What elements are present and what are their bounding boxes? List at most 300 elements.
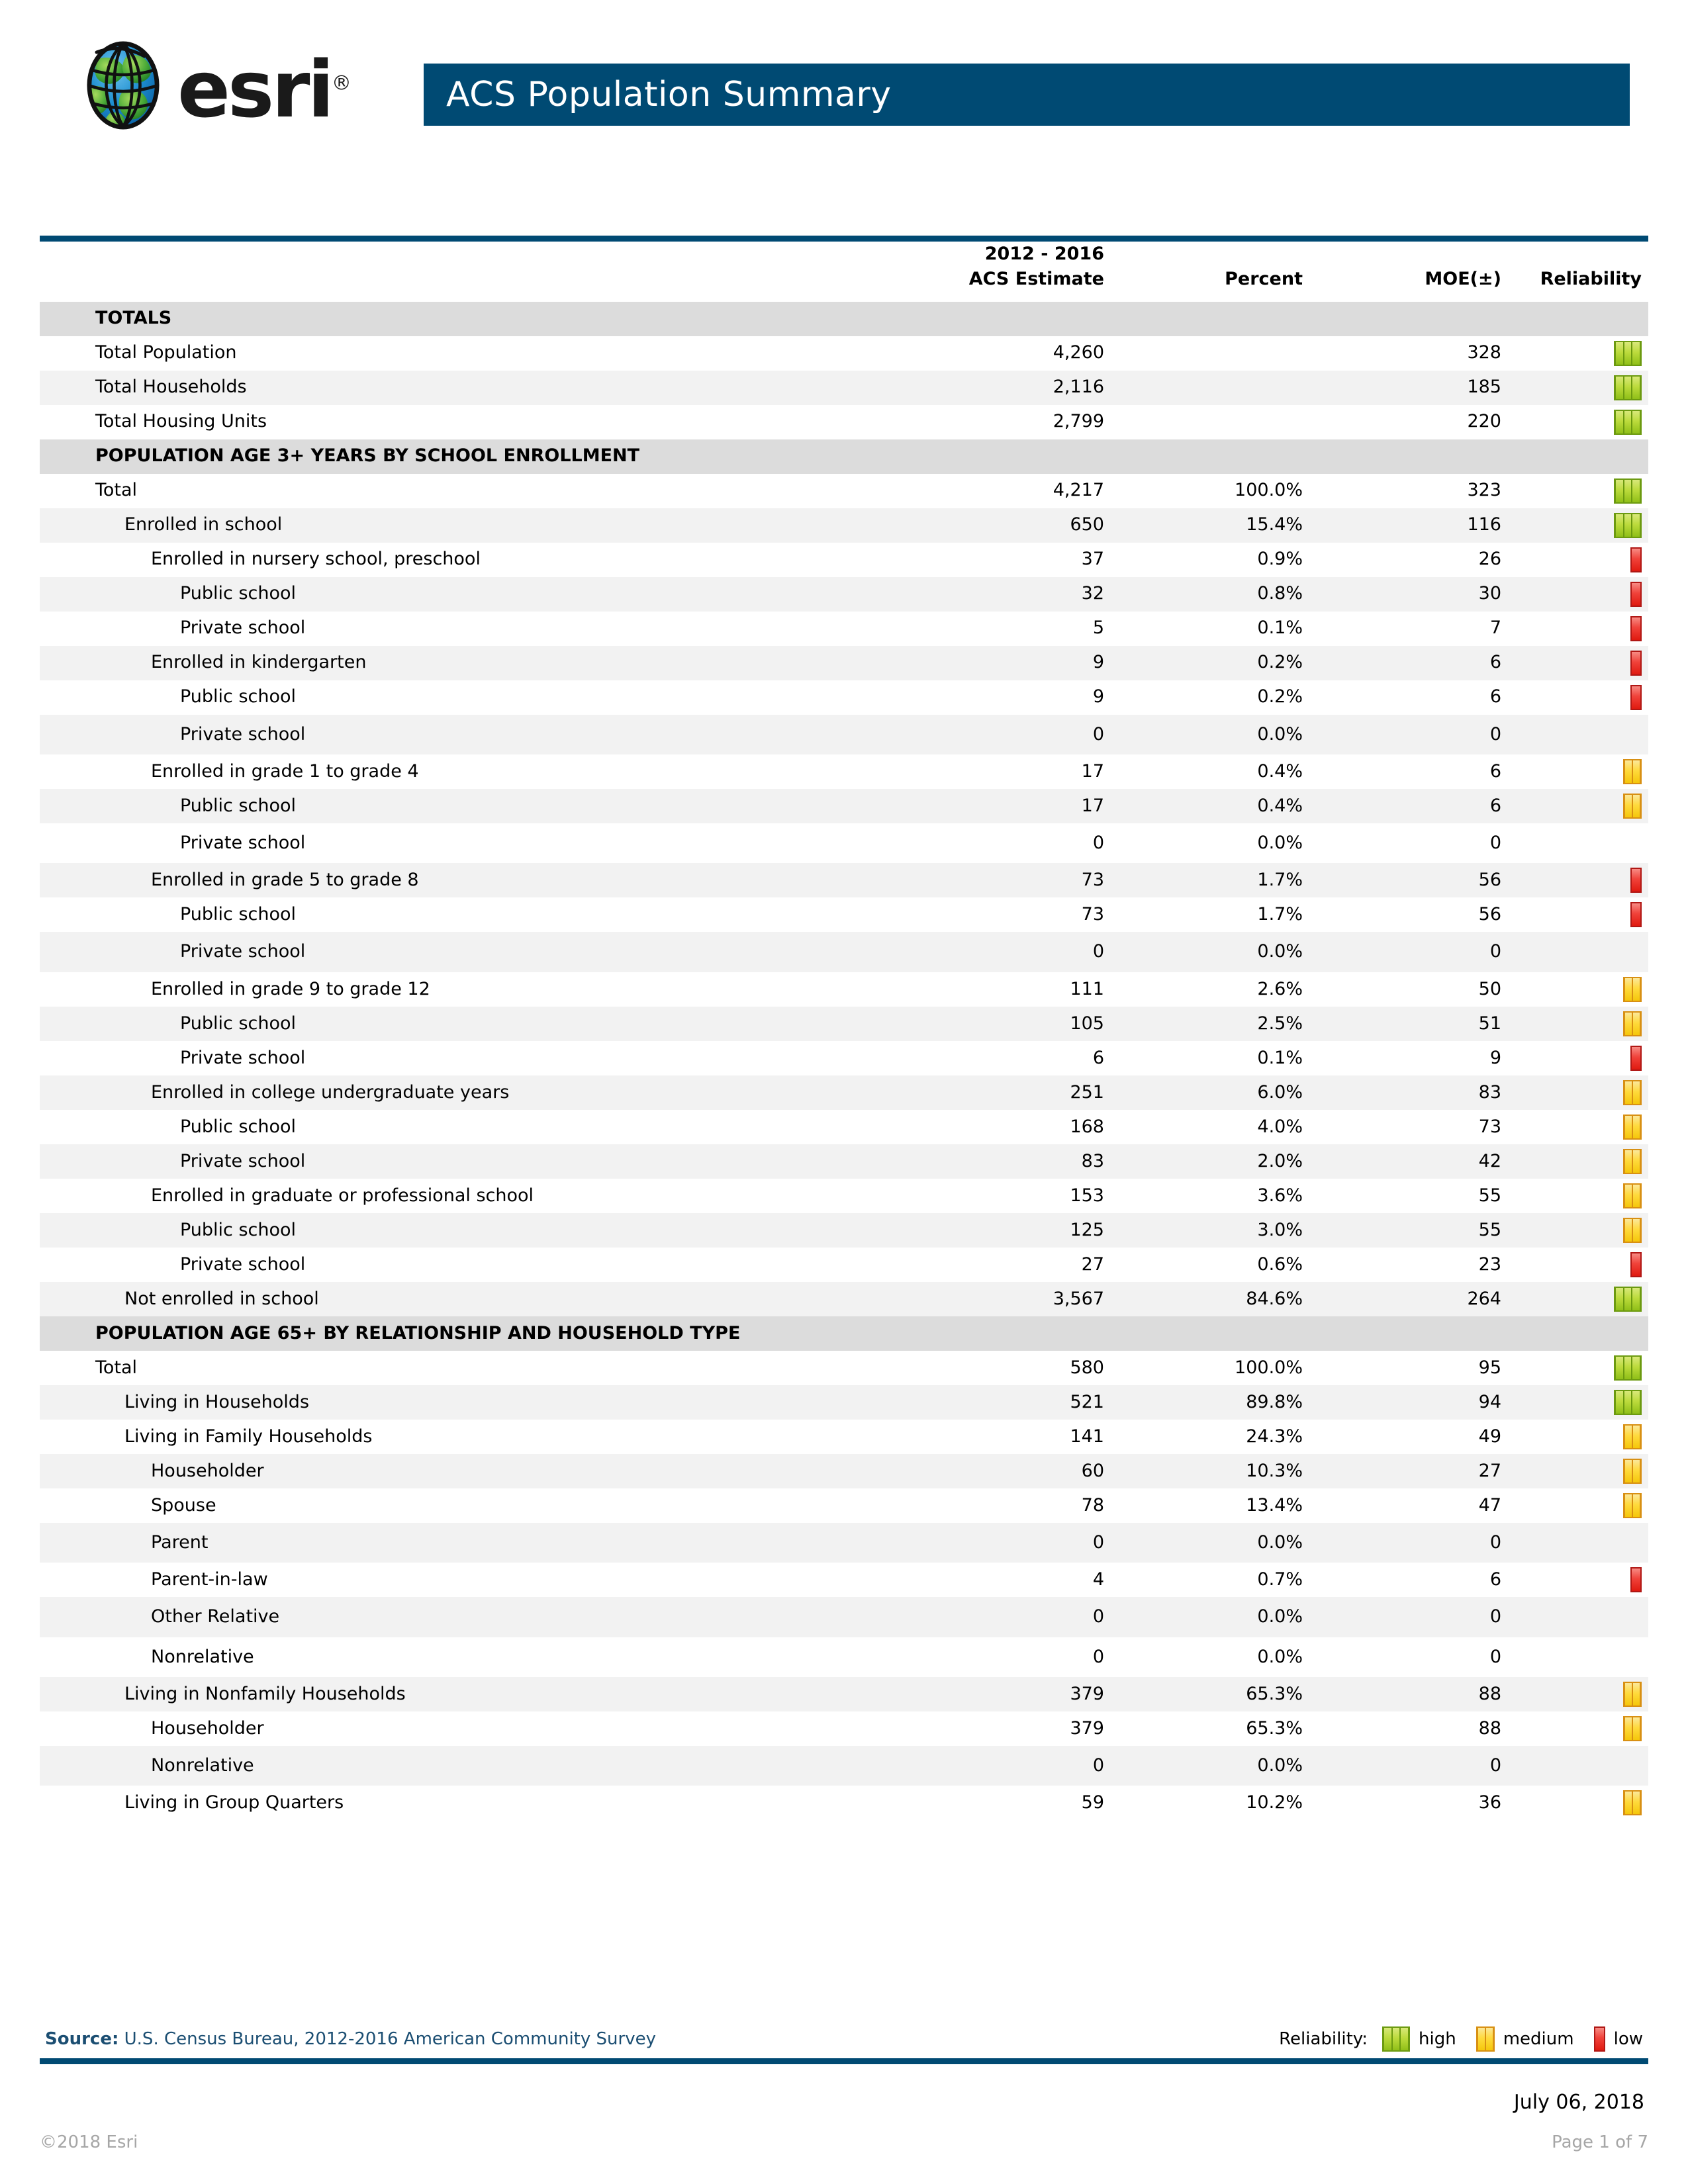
table-row [40, 646, 1648, 680]
row-reliability [1516, 371, 1648, 405]
row-estimate: 73 [920, 897, 1119, 932]
row-estimate: 580 [920, 1351, 1119, 1385]
table-row [40, 508, 1648, 543]
row-moe: 0 [1317, 1523, 1516, 1563]
row-estimate: 3,567 [920, 1282, 1119, 1316]
table-row [40, 1597, 1648, 1637]
row-reliability [1516, 474, 1648, 508]
table-row [40, 754, 1648, 789]
row-reliability [1516, 336, 1648, 371]
row-percent: 4.0% [1119, 1110, 1317, 1144]
table-row [40, 371, 1648, 405]
row-reliability [1516, 1007, 1648, 1041]
row-reliability [1516, 1144, 1648, 1179]
reliability-none-icon [1630, 1751, 1642, 1776]
table-row [40, 1351, 1648, 1385]
row-reliability [1516, 1746, 1648, 1786]
row-moe: 42 [1317, 1144, 1516, 1179]
row-estimate: 2,799 [920, 405, 1119, 439]
row-label: Nonrelative [40, 1637, 920, 1677]
row-label: Nonrelative [40, 1746, 920, 1786]
row-reliability [1516, 1179, 1648, 1213]
reliability-high-icon [1614, 341, 1642, 366]
table-section-header [40, 302, 1648, 336]
legend-label-high: high [1419, 2029, 1456, 2049]
reliability-high-icon [1614, 478, 1642, 504]
page-footer [40, 2026, 1648, 2114]
row-reliability [1516, 1523, 1648, 1563]
column-header-label [40, 242, 920, 302]
table-row [40, 1248, 1648, 1282]
row-reliability [1516, 1110, 1648, 1144]
reliability-high-icon [1382, 2026, 1410, 2052]
row-percent: 0.0% [1119, 715, 1317, 754]
row-label: Parent [40, 1523, 920, 1563]
table-row [40, 1110, 1648, 1144]
table-row [40, 863, 1648, 897]
row-reliability [1516, 1454, 1648, 1488]
row-label: Public school [40, 1213, 920, 1248]
reliability-low-icon [1594, 2026, 1605, 2052]
row-moe: 0 [1317, 932, 1516, 972]
row-moe: 95 [1317, 1351, 1516, 1385]
footer-rule [40, 2058, 1648, 2064]
column-header-percent: Percent [1225, 269, 1303, 290]
row-estimate: 125 [920, 1213, 1119, 1248]
table-row [40, 1007, 1648, 1041]
row-label: Living in Nonfamily Households [40, 1677, 920, 1711]
row-moe: 55 [1317, 1179, 1516, 1213]
row-moe: 88 [1317, 1677, 1516, 1711]
row-label: Enrolled in nursery school, preschool [40, 543, 920, 577]
table-row [40, 1454, 1648, 1488]
legend-item-high [1382, 2026, 1456, 2052]
row-percent: 2.5% [1119, 1007, 1317, 1041]
reliability-medium-icon [1623, 1218, 1642, 1243]
row-label: Parent-in-law [40, 1563, 920, 1597]
row-reliability [1516, 932, 1648, 972]
row-moe: 94 [1317, 1385, 1516, 1420]
reliability-low-icon [1630, 582, 1642, 607]
table-row [40, 405, 1648, 439]
reliability-medium-icon [1623, 1682, 1642, 1707]
row-estimate: 0 [920, 932, 1119, 972]
row-label: Living in Households [40, 1385, 920, 1420]
row-percent: 13.4% [1119, 1488, 1317, 1523]
row-label: Private school [40, 715, 920, 754]
row-label: Spouse [40, 1488, 920, 1523]
row-moe: 26 [1317, 543, 1516, 577]
row-reliability [1516, 1420, 1648, 1454]
table-row [40, 1523, 1648, 1563]
row-percent: 0.2% [1119, 646, 1317, 680]
row-estimate: 6 [920, 1041, 1119, 1075]
row-percent: 0.7% [1119, 1563, 1317, 1597]
row-reliability [1516, 680, 1648, 715]
column-header-estimate-text: ACS Estimate [968, 269, 1104, 290]
row-label: Total [40, 474, 920, 508]
row-percent: 3.6% [1119, 1179, 1317, 1213]
row-estimate: 0 [920, 1746, 1119, 1786]
row-moe: 116 [1317, 508, 1516, 543]
row-moe: 49 [1317, 1420, 1516, 1454]
row-moe: 0 [1317, 1637, 1516, 1677]
row-estimate: 111 [920, 972, 1119, 1007]
row-percent [1119, 371, 1317, 405]
table-row [40, 543, 1648, 577]
row-estimate: 0 [920, 1523, 1119, 1563]
reliability-legend-label: Reliability: [1279, 2029, 1368, 2049]
row-percent: 0.0% [1119, 1597, 1317, 1637]
reliability-low-icon [1630, 1046, 1642, 1071]
row-moe: 27 [1317, 1454, 1516, 1488]
row-label: Total [40, 1351, 920, 1385]
row-percent: 0.6% [1119, 1248, 1317, 1282]
row-percent: 0.9% [1119, 543, 1317, 577]
reliability-legend [1279, 2026, 1643, 2052]
row-moe: 56 [1317, 863, 1516, 897]
table-row [40, 1637, 1648, 1677]
registered-trademark-icon: ® [331, 71, 352, 95]
column-header-reliability: Reliability [1540, 269, 1642, 290]
row-moe: 0 [1317, 1746, 1516, 1786]
row-moe: 0 [1317, 823, 1516, 863]
reliability-high-icon [1614, 410, 1642, 435]
row-reliability [1516, 1711, 1648, 1746]
reliability-low-icon [1630, 547, 1642, 572]
row-estimate: 0 [920, 1597, 1119, 1637]
table-row [40, 680, 1648, 715]
report-table-container [40, 236, 1648, 1820]
section-title: TOTALS [40, 302, 1648, 336]
acs-population-table [40, 242, 1648, 1820]
row-estimate: 168 [920, 1110, 1119, 1144]
row-label: Enrolled in school [40, 508, 920, 543]
table-row [40, 715, 1648, 754]
table-row [40, 474, 1648, 508]
reliability-medium-icon [1623, 1716, 1642, 1741]
row-reliability [1516, 508, 1648, 543]
row-reliability [1516, 1248, 1648, 1282]
row-percent: 0.4% [1119, 754, 1317, 789]
row-label: Total Housing Units [40, 405, 920, 439]
row-estimate: 73 [920, 863, 1119, 897]
row-label: Not enrolled in school [40, 1282, 920, 1316]
row-percent: 10.3% [1119, 1454, 1317, 1488]
row-percent: 0.0% [1119, 1523, 1317, 1563]
row-percent: 1.7% [1119, 863, 1317, 897]
reliability-medium-icon [1623, 977, 1642, 1002]
row-percent: 100.0% [1119, 1351, 1317, 1385]
row-reliability [1516, 715, 1648, 754]
table-row [40, 972, 1648, 1007]
row-label: Public school [40, 1110, 920, 1144]
reliability-low-icon [1630, 651, 1642, 676]
row-label: Enrolled in college undergraduate years [40, 1075, 920, 1110]
row-moe: 51 [1317, 1007, 1516, 1041]
row-moe: 47 [1317, 1488, 1516, 1523]
reliability-medium-icon [1623, 1115, 1642, 1140]
table-row [40, 1786, 1648, 1820]
table-row [40, 1213, 1648, 1248]
row-percent: 100.0% [1119, 474, 1317, 508]
row-reliability [1516, 577, 1648, 612]
row-estimate: 9 [920, 680, 1119, 715]
row-percent: 0.8% [1119, 577, 1317, 612]
table-row [40, 823, 1648, 863]
row-percent: 0.4% [1119, 789, 1317, 823]
row-estimate: 27 [920, 1248, 1119, 1282]
row-percent [1119, 336, 1317, 371]
row-moe: 0 [1317, 715, 1516, 754]
reliability-none-icon [1630, 828, 1642, 853]
row-label: Enrolled in graduate or professional school [40, 1179, 920, 1213]
row-moe: 50 [1317, 972, 1516, 1007]
row-reliability [1516, 646, 1648, 680]
table-row [40, 336, 1648, 371]
row-label: Private school [40, 612, 920, 646]
legend-item-low [1594, 2026, 1643, 2052]
reliability-high-icon [1614, 513, 1642, 538]
row-label: Total Population [40, 336, 920, 371]
row-moe: 328 [1317, 336, 1516, 371]
row-moe: 0 [1317, 1597, 1516, 1637]
row-percent: 0.0% [1119, 1746, 1317, 1786]
row-reliability [1516, 543, 1648, 577]
table-row [40, 1385, 1648, 1420]
esri-logo [81, 34, 399, 134]
table-row [40, 1075, 1648, 1110]
row-moe: 7 [1317, 612, 1516, 646]
row-moe: 9 [1317, 1041, 1516, 1075]
row-estimate: 379 [920, 1711, 1119, 1746]
page-title: ACS Population Summary [446, 75, 892, 114]
row-moe: 6 [1317, 754, 1516, 789]
row-percent: 2.0% [1119, 1144, 1317, 1179]
table-row [40, 1179, 1648, 1213]
row-estimate: 2,116 [920, 371, 1119, 405]
row-percent: 0.0% [1119, 1637, 1317, 1677]
row-estimate: 37 [920, 543, 1119, 577]
row-estimate: 153 [920, 1179, 1119, 1213]
row-label: Private school [40, 1248, 920, 1282]
row-percent: 15.4% [1119, 508, 1317, 543]
row-percent: 65.3% [1119, 1711, 1317, 1746]
footer-top-line [40, 2026, 1648, 2058]
row-reliability [1516, 863, 1648, 897]
reliability-none-icon [1630, 936, 1642, 962]
table-row [40, 1488, 1648, 1523]
table-row [40, 1041, 1648, 1075]
row-estimate: 9 [920, 646, 1119, 680]
row-label: Public school [40, 897, 920, 932]
row-label: Public school [40, 789, 920, 823]
esri-wordmark [177, 44, 352, 135]
row-percent: 24.3% [1119, 1420, 1317, 1454]
row-reliability [1516, 1677, 1648, 1711]
reliability-high-icon [1614, 1355, 1642, 1381]
row-label: Private school [40, 1041, 920, 1075]
table-top-rule [40, 236, 1648, 242]
row-percent: 0.0% [1119, 932, 1317, 972]
row-estimate: 60 [920, 1454, 1119, 1488]
row-reliability [1516, 1786, 1648, 1820]
row-percent: 3.0% [1119, 1213, 1317, 1248]
reliability-medium-icon [1623, 1459, 1642, 1484]
row-moe: 6 [1317, 680, 1516, 715]
reliability-low-icon [1630, 868, 1642, 893]
reliability-medium-icon [1623, 759, 1642, 784]
row-percent: 0.2% [1119, 680, 1317, 715]
reliability-medium-icon [1623, 1080, 1642, 1105]
row-percent: 0.0% [1119, 823, 1317, 863]
row-estimate: 5 [920, 612, 1119, 646]
report-date: July 06, 2018 [1513, 2091, 1644, 2114]
row-moe: 220 [1317, 405, 1516, 439]
table-row [40, 612, 1648, 646]
row-percent: 1.7% [1119, 897, 1317, 932]
reliability-low-icon [1630, 1567, 1642, 1592]
title-banner [424, 64, 1630, 126]
row-label: Enrolled in grade 9 to grade 12 [40, 972, 920, 1007]
row-reliability [1516, 1041, 1648, 1075]
row-label: Private school [40, 932, 920, 972]
section-title: POPULATION AGE 65+ BY RELATIONSHIP AND HOUSEHOLD TYPE [40, 1316, 1648, 1351]
reliability-high-icon [1614, 375, 1642, 400]
row-label: Private school [40, 823, 920, 863]
row-label: Enrolled in kindergarten [40, 646, 920, 680]
row-estimate: 4,217 [920, 474, 1119, 508]
page-footer-bottom [40, 2132, 1648, 2152]
reliability-none-icon [1630, 1602, 1642, 1627]
row-label: Living in Family Households [40, 1420, 920, 1454]
row-estimate: 17 [920, 754, 1119, 789]
row-label: Other Relative [40, 1597, 920, 1637]
row-estimate: 521 [920, 1385, 1119, 1420]
row-moe: 30 [1317, 577, 1516, 612]
row-estimate: 17 [920, 789, 1119, 823]
row-moe: 55 [1317, 1213, 1516, 1248]
row-reliability [1516, 823, 1648, 863]
row-label: Total Households [40, 371, 920, 405]
row-label: Householder [40, 1711, 920, 1746]
row-estimate: 78 [920, 1488, 1119, 1523]
reliability-none-icon [1630, 1642, 1642, 1667]
table-row [40, 1746, 1648, 1786]
page-header [0, 0, 1688, 152]
row-moe: 73 [1317, 1110, 1516, 1144]
source-label: Source: [45, 2029, 119, 2049]
source-text: U.S. Census Bureau, 2012-2016 American Community Survey [124, 2029, 656, 2049]
row-moe: 264 [1317, 1282, 1516, 1316]
row-reliability [1516, 1282, 1648, 1316]
row-percent: 2.6% [1119, 972, 1317, 1007]
reliability-low-icon [1630, 902, 1642, 927]
globe-icon [81, 35, 165, 133]
table-body [40, 302, 1648, 1821]
row-label: Living in Group Quarters [40, 1786, 920, 1820]
row-moe: 23 [1317, 1248, 1516, 1282]
table-row [40, 1677, 1648, 1711]
row-estimate: 379 [920, 1677, 1119, 1711]
row-label: Householder [40, 1454, 920, 1488]
row-reliability [1516, 1075, 1648, 1110]
row-estimate: 141 [920, 1420, 1119, 1454]
row-moe: 56 [1317, 897, 1516, 932]
reliability-medium-icon [1623, 1183, 1642, 1208]
reliability-medium-icon [1623, 1424, 1642, 1449]
row-percent: 10.2% [1119, 1786, 1317, 1820]
row-reliability [1516, 754, 1648, 789]
table-row [40, 1711, 1648, 1746]
legend-item-medium [1476, 2026, 1574, 2052]
row-label: Public school [40, 577, 920, 612]
row-reliability [1516, 789, 1648, 823]
row-estimate: 83 [920, 1144, 1119, 1179]
source-note [45, 2029, 656, 2049]
row-reliability [1516, 405, 1648, 439]
row-estimate: 0 [920, 715, 1119, 754]
row-percent: 0.1% [1119, 612, 1317, 646]
row-percent [1119, 405, 1317, 439]
column-header-estimate [920, 242, 1119, 302]
row-percent: 89.8% [1119, 1385, 1317, 1420]
row-reliability [1516, 972, 1648, 1007]
reliability-low-icon [1630, 1252, 1642, 1277]
row-estimate: 251 [920, 1075, 1119, 1110]
row-percent: 0.1% [1119, 1041, 1317, 1075]
row-reliability [1516, 1213, 1648, 1248]
table-row [40, 1563, 1648, 1597]
table-row [40, 789, 1648, 823]
table-section-header [40, 439, 1648, 474]
reliability-high-icon [1614, 1287, 1642, 1312]
row-reliability [1516, 1488, 1648, 1523]
reliability-none-icon [1630, 1527, 1642, 1553]
row-estimate: 0 [920, 823, 1119, 863]
row-reliability [1516, 897, 1648, 932]
table-row [40, 1144, 1648, 1179]
reliability-none-icon [1630, 719, 1642, 745]
table-row [40, 897, 1648, 932]
reliability-low-icon [1630, 616, 1642, 641]
reliability-medium-icon [1623, 794, 1642, 819]
row-label: Enrolled in grade 1 to grade 4 [40, 754, 920, 789]
row-label: Public school [40, 1007, 920, 1041]
row-estimate: 0 [920, 1637, 1119, 1677]
table-header-row [40, 242, 1648, 302]
reliability-medium-icon [1623, 1790, 1642, 1815]
row-label: Enrolled in grade 5 to grade 8 [40, 863, 920, 897]
table-row [40, 577, 1648, 612]
legend-label-medium: medium [1503, 2029, 1574, 2049]
table-section-header [40, 1316, 1648, 1351]
copyright-text: ©2018 Esri [40, 2132, 138, 2152]
row-reliability [1516, 1563, 1648, 1597]
row-estimate: 4 [920, 1563, 1119, 1597]
row-percent: 84.6% [1119, 1282, 1317, 1316]
column-header-moe: MOE(±) [1425, 269, 1501, 290]
row-moe: 6 [1317, 1563, 1516, 1597]
row-estimate: 59 [920, 1786, 1119, 1820]
row-moe: 323 [1317, 474, 1516, 508]
row-label: Private school [40, 1144, 920, 1179]
row-estimate: 4,260 [920, 336, 1119, 371]
reliability-low-icon [1630, 685, 1642, 710]
table-row [40, 932, 1648, 972]
row-label: Public school [40, 680, 920, 715]
reliability-medium-icon [1623, 1493, 1642, 1518]
